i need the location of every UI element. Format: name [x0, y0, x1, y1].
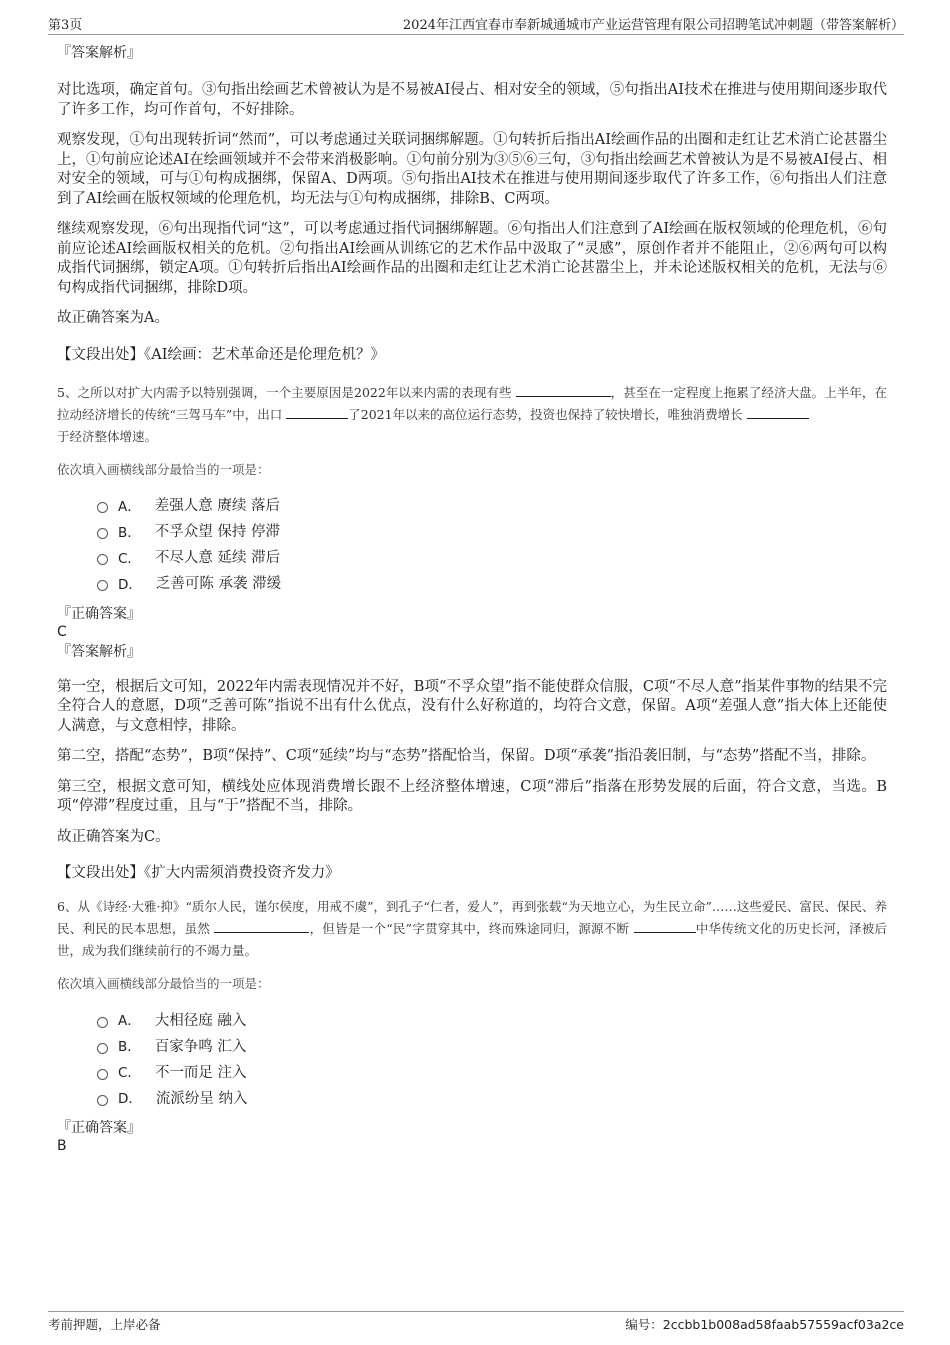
option-text: 百家争鸣 汇入 [154, 1038, 247, 1055]
q5-stem-text: 5、之所以对扩大内需予以特别强调，一个主要原因是2022年以来内需的表现有些 [57, 384, 512, 400]
q6-stem [57, 896, 887, 962]
q4-source: 【文段出处】《AI绘画：艺术革命还是伦理危机？》 [57, 346, 385, 363]
q5-analysis-paragraph: 第一空，根据后文可知，2022年内需表现情况并不好，B项“不孚众望”指不能使群众信服，C项“不尽人意”指某件事物的结果不完全符合人的意愿，D项“乏善可陈”指说不出有什么优点，没有什么好称道的，均符合文意，保留。A项“差强人意”指大体上还能使人满意，与文意相悖，排除。 [57, 678, 887, 734]
q6-option-d[interactable] [97, 1084, 887, 1110]
q4-analysis-paragraph: 对比选项，确定首句。③句指出绘画艺术曾被认为是不易被AI侵占、相对安全的领域，⑤句指出AI技术在推进与使用期间逐步取代了许多工作，均可作首句，不好排除。 [57, 82, 887, 118]
document-content [57, 43, 887, 1162]
page-footer [48, 1311, 904, 1333]
option-letter: A． [118, 498, 141, 515]
q5-analysis-label: 『答案解析』 [57, 643, 141, 660]
option-letter: A． [118, 1013, 141, 1029]
option-text: 乏善可陈 承袭 滞缓 [155, 576, 282, 592]
q4-analysis-paragraph: 观察发现，①句出现转折词“然而”，可以考虑通过关联词捆绑解题。①句转折后指出AI绘画作品的出圈和走红让艺术消亡论甚嚣尘上，①句前应论述AI在绘画领域并不会带来消极影响。①句前分别为③⑤⑥三句，③句指出绘画艺术曾被认为是不易被AI侵占、相对安全的领域，可与①句构成捆绑，保留A、D两项。⑤句指出AI技术在推进与使用期间逐步取代了许多工作，⑥句指出人们注意到了AI绘画在版权领域的伦理危机，均无法与①句构成捆绑，排除B、C两项。 [57, 132, 887, 207]
q4-analysis-label: 『答案解析』 [57, 45, 141, 61]
q5-blank-3 [747, 405, 809, 419]
option-text: 不一而足 注入 [154, 1064, 247, 1081]
q5-correct-answer: C [57, 623, 67, 640]
q5-instruction: 依次填入画横线部分最恰当的一项是： [57, 461, 270, 477]
q4-conclusion: 故正确答案为A。 [57, 310, 169, 326]
document-id-label: 编号： [625, 1317, 663, 1332]
q6-option-a[interactable] [97, 1006, 887, 1032]
q5-options [97, 492, 887, 596]
radio-icon[interactable] [97, 1043, 108, 1054]
option-text: 差强人意 赓续 落后 [154, 498, 280, 514]
q5-stem-text: 于经济整体增速。 [57, 428, 158, 444]
q6-instruction: 依次填入画横线部分最恰当的一项是： [57, 976, 270, 991]
q5-source: 【文段出处】《扩大内需须消费投资齐发力》 [57, 865, 340, 881]
q5-stem-text: ，甚至在一定程度上拖累了经济大盘。上半年，在拉动经济增长的传统“三驾马车”中，出口 [57, 384, 887, 422]
q6-stem-text: 6、从《诗经·大雅·抑》“质尔人民，谨尔侯度，用戒不虞”，到孔子“仁者，爱人”，再到张载“为天地立心，为生民立命”……这些爱民、富民、保民、养民、利民的民本思想，虽然 [57, 899, 887, 936]
q5-blank-1 [516, 383, 611, 397]
option-letter: C． [118, 550, 141, 567]
q6-option-b[interactable] [97, 1032, 887, 1058]
q6-options [97, 1006, 887, 1110]
q5-option-c[interactable] [97, 544, 887, 570]
q6-blank-2 [634, 919, 696, 933]
footer-slogan: 考前押题，上岸必备 [48, 1317, 161, 1332]
q6-blank-1 [214, 919, 309, 933]
q6-correct-label: 『正确答案』 [57, 1120, 141, 1136]
q5-option-d[interactable] [97, 570, 887, 596]
radio-icon[interactable] [97, 554, 108, 565]
q5-analysis-paragraph: 第三空，根据文意可知，横线处应体现消费增长跟不上经济整体增速，C项“滞后”指落在形势发展的后面，符合文意，当选。B项“停滞”程度过重，且与“于”搭配不当，排除。 [57, 778, 887, 814]
radio-icon[interactable] [97, 1095, 108, 1106]
option-text: 不孚众望 保持 停滞 [154, 524, 280, 540]
q5-stem-text: 了2021年以来的高位运行态势，投资也保持了较快增长，唯独消费增长 [348, 406, 743, 422]
document-title: 2024年江西宜春市奉新城通城市产业运营管理有限公司招聘笔试冲刺题（带答案解析） [402, 18, 904, 33]
option-letter: B． [118, 1039, 141, 1055]
q5-correct-label: 『正确答案』 [57, 605, 141, 622]
q6-stem-text: ，但皆是一个“民”字贯穿其中，终而殊途同归，源源不断 [309, 921, 630, 936]
q5-option-a[interactable] [97, 492, 887, 518]
q5-conclusion: 故正确答案为C。 [57, 828, 170, 845]
radio-icon[interactable] [97, 1017, 108, 1028]
radio-icon[interactable] [97, 502, 108, 513]
option-letter: C． [118, 1065, 141, 1081]
option-text: 大相径庭 融入 [154, 1012, 247, 1029]
q5-option-b[interactable] [97, 518, 887, 544]
option-letter: D． [118, 1091, 142, 1107]
page-number: 第3页 [48, 18, 83, 33]
q5-stem [57, 382, 887, 448]
option-text: 流派纷呈 纳入 [155, 1090, 248, 1107]
radio-icon[interactable] [97, 528, 108, 539]
q4-analysis-paragraph: 继续观察发现，⑥句出现指代词“这”，可以考虑通过指代词捆绑解题。⑥句指出人们注意到了AI绘画在版权领域的伦理危机，⑥句前应论述AI绘画版权相关的危机。②句指出AI绘画从训练它的艺术作品中汲取了“灵感”，原创作者并不能阻止，②⑥两句可以构成指代词捆绑，锁定A项。①句转折后指出AI绘画作品的出圈和走红让艺术消亡论甚嚣尘上，并未论述版权相关的危机，无法与⑥句构成指代词捆绑，排除D项。 [57, 221, 887, 296]
option-letter: D． [118, 576, 142, 593]
document-id [625, 1315, 904, 1333]
radio-icon[interactable] [97, 1069, 108, 1080]
q5-analysis-paragraph: 第二空，搭配“态势”，B项“保持”、C项“延续”均与“态势”搭配恰当，保留。D项“承袭”指沿袭旧制，与“态势”搭配不当，排除。 [57, 748, 876, 764]
document-id-value: 2ccbb1b008ad58faab57559acf03a2ce [662, 1317, 904, 1332]
radio-icon[interactable] [97, 580, 108, 591]
q6-option-c[interactable] [97, 1058, 887, 1084]
q6-stem-text: 中华传统文化的历史长河，泽被后世，成为我们继续前行的不竭力量。 [57, 921, 887, 958]
option-letter: B． [118, 524, 141, 541]
page-header [48, 14, 904, 35]
option-text: 不尽人意 延续 滞后 [154, 550, 281, 566]
q5-blank-2 [286, 405, 348, 419]
q6-correct-answer: B [57, 1138, 67, 1154]
